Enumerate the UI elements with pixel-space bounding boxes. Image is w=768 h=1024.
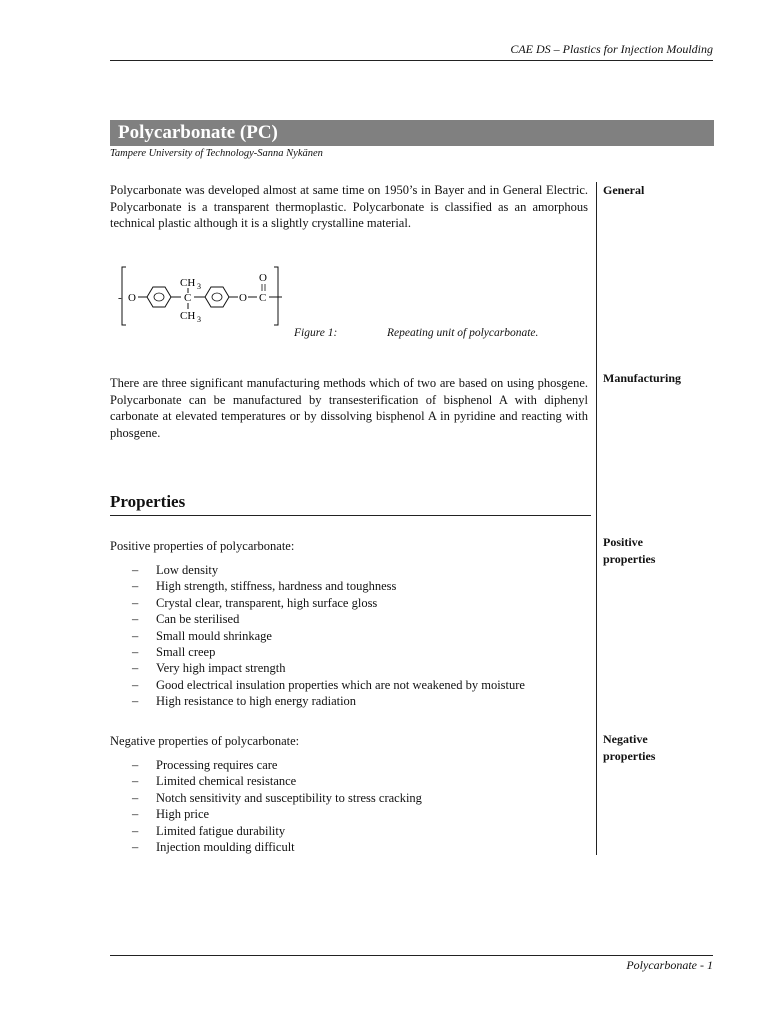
list-item: – Small mould shrinkage: [132, 628, 272, 643]
manufacturing-paragraph: There are three significant manufacturing methods which of two are based on using phosgene. Polycarbonate can be manufactured by transesterification of bisphenol A with diphenyl carbonate at elevated temperatures or by dissolving bisphenol A in pyridine and reacting with phosgene.: [110, 376, 588, 440]
list-item: – Can be sterilised: [132, 612, 240, 627]
figure-label: Figure 1:: [294, 327, 338, 339]
general-paragraph: Polycarbonate was developed almost at same time on 1950’s in Bayer and in General Electric. Polycarbonate is a transparent thermoplastic. Polycarbonate is classified as an amorphous technical plastic although it is a slightly crystalline material.: [110, 183, 588, 230]
author-line: Tampere University of Technology-Sanna Nykänen: [110, 148, 323, 159]
list-item: – Good electrical insulation properties which are not weakened by moisture: [132, 677, 525, 692]
benzene-ring-1: [147, 287, 171, 307]
benzene-ring-2: [205, 287, 229, 307]
properties-rule: [110, 515, 591, 516]
running-header: CAE DS – Plastics for Injection Moulding: [510, 42, 713, 56]
figure-caption: Repeating unit of polycarbonate.: [387, 327, 539, 339]
list-item: – Notch sensitivity and susceptibility to stress cracking: [132, 790, 422, 805]
list-item: – Small creep: [132, 644, 216, 659]
list-item: – High strength, stiffness, hardness and toughness: [132, 579, 397, 594]
margin-label-positive-line1: Positive: [603, 535, 643, 549]
formula-carbon-center: C: [184, 292, 192, 304]
negative-intro: Negative properties of polycarbonate:: [110, 734, 300, 748]
list-item: – Crystal clear, transparent, high surface gloss: [132, 595, 378, 610]
list-item: – Limited chemical resistance: [132, 774, 297, 789]
margin-label-positive-line2: properties: [603, 552, 656, 566]
formula-sub3-bottom: 3: [197, 315, 201, 324]
margin-divider: [596, 182, 597, 855]
footer-rule: [110, 955, 713, 956]
properties-heading: Properties: [110, 492, 186, 511]
formula-sub3-top: 3: [197, 282, 201, 291]
margin-label-negative: [603, 731, 655, 765]
formula-oxygen: O: [128, 292, 136, 304]
list-item: – High resistance to high energy radiation: [132, 694, 357, 709]
list-item: – Very high impact strength: [132, 661, 286, 676]
list-item: – Processing requires care: [132, 758, 278, 772]
positive-list: [110, 562, 590, 710]
negative-list: [110, 757, 590, 855]
margin-label-general: General: [603, 183, 645, 197]
polycarbonate-structure-figure: [114, 264, 286, 328]
formula-ch-top: CH: [180, 277, 196, 289]
header-rule: [110, 60, 713, 61]
formula-carbonyl-carbon: C: [259, 292, 267, 304]
formula-dash: -: [118, 292, 122, 304]
list-item: – Low density: [132, 563, 219, 577]
formula-ch-bottom: CH: [180, 310, 196, 322]
list-item: – Limited fatigue durability: [132, 823, 286, 838]
page-title: Polycarbonate (PC): [110, 120, 714, 146]
margin-label-positive: [603, 534, 655, 568]
list-item: – High price: [132, 807, 210, 822]
list-item: – Injection moulding difficult: [132, 839, 295, 854]
positive-intro: Positive properties of polycarbonate:: [110, 539, 295, 553]
margin-label-negative-line1: Negative: [603, 732, 648, 746]
margin-label-manufacturing: Manufacturing: [603, 371, 681, 385]
formula-carbonyl-oxygen: O: [259, 272, 267, 284]
margin-label-negative-line2: properties: [603, 749, 656, 763]
formula-oxygen-2: O: [239, 292, 247, 304]
page-footer: Polycarbonate - 1: [626, 958, 713, 972]
